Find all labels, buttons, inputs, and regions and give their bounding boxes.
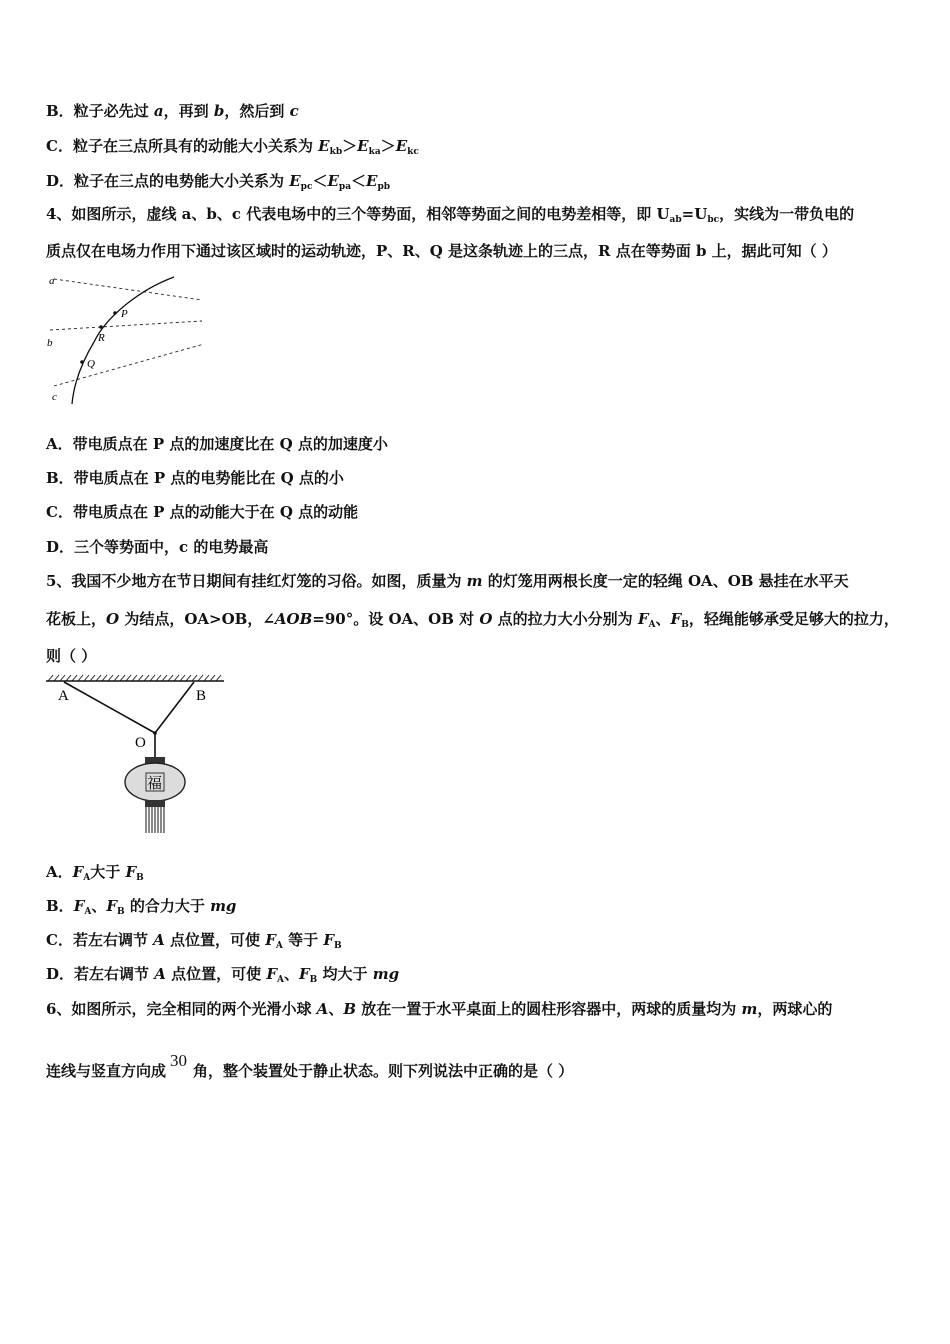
label-r: R	[98, 332, 105, 344]
q4-option-d: D．三个等势面中，c 的电势最高	[46, 538, 269, 556]
label-c: c	[52, 391, 57, 403]
label-q: Q	[87, 358, 95, 370]
rope-oa	[64, 682, 155, 733]
q5-option-c: C．若左右调节 A 点位置，可使 $F_A$ 等于 $F_B$	[46, 931, 342, 951]
label-a: a	[49, 275, 55, 287]
point-p	[113, 311, 117, 315]
point-r	[99, 325, 103, 329]
trajectory	[72, 277, 174, 404]
label-b: B	[196, 688, 207, 704]
lantern-tassel	[146, 807, 164, 833]
q5-option-a: A．$F_A$大于 $F_B$	[46, 863, 144, 883]
knot-o	[153, 731, 157, 735]
lantern-bottom-cap	[145, 800, 165, 807]
angle-30: 30	[170, 1051, 188, 1070]
q6-stem-line1: 6、如图所示，完全相同的两个光滑小球 A、B 放在一置于水平桌面上的圆柱形容器中，两球的质量均为 m，两球心的	[46, 1000, 833, 1018]
q3-option-c: C．粒子在三点所具有的动能大小关系为 $E_{kb}>E_{ka}>E_{kc}$	[46, 137, 419, 157]
q6-stem-line2: 连线与竖直方向成30角，整个装置处于静止状态。则下列说法中正确的是（ ）	[46, 1051, 574, 1080]
q4-stem-line1: 4、如图所示，虚线 a、b、c 代表电场中的三个等势面，相邻等势面之间的电势差相等，即 $U_{ab}=U_{bc}$，实线为一带负电的	[46, 205, 855, 225]
label-p: P	[121, 308, 128, 320]
q3-option-b: B．粒子必先过 a，再到 b，然后到 c	[46, 102, 299, 120]
equipotential-a	[54, 279, 202, 300]
q4-option-a: A．带电质点在 P 点的加速度比在 Q 点的加速度小	[46, 435, 388, 453]
q4-option-c: C．带电质点在 P 点的动能大于在 Q 点的动能	[46, 503, 359, 521]
q4-option-b: B．带电质点在 P 点的电势能比在 Q 点的小	[46, 469, 344, 487]
ceiling-hatch	[48, 675, 221, 681]
equipotential-b	[50, 321, 202, 330]
q5-figure	[44, 672, 229, 844]
q5-option-d: D．若左右调节 A 点位置，可使 $F_A$、$F_B$ 均大于 mg	[46, 965, 400, 985]
q5-stem-line1: 5、我国不少地方在节日期间有挂红灯笼的习俗。如图，质量为 m 的灯笼用两根长度一定的轻绳 OA、OB 悬挂在水平天	[46, 572, 849, 590]
q5-stem-line3: 则（ ）	[46, 647, 97, 665]
q5-option-b: B．$F_A$、$F_B$ 的合力大于 mg	[46, 897, 237, 917]
label-a: A	[58, 688, 69, 704]
label-o: O	[135, 735, 146, 751]
rope-ob	[155, 682, 194, 733]
q4-stem-line2: 质点仅在电场力作用下通过该区域时的运动轨迹，P、R、Q 是这条轨迹上的三点，R 点在等势面 b 上，据此可知（ ）	[46, 242, 837, 260]
point-q	[80, 360, 84, 364]
q5-stem-line2: 花板上，O 为结点，OA>OB，∠AOB=90°。设 OA、OB 对 O 点的拉力大小分别为 $F_A$、$F_B$，轻绳能够承受足够大的拉力，	[46, 610, 899, 630]
lantern-char: 福	[147, 776, 163, 792]
q3-option-d: D．粒子在三点的电势能大小关系为 $E_{pc}<E_{pa}<E_{pb}$	[46, 172, 391, 192]
label-b: b	[47, 337, 53, 349]
q4-figure	[44, 272, 209, 411]
